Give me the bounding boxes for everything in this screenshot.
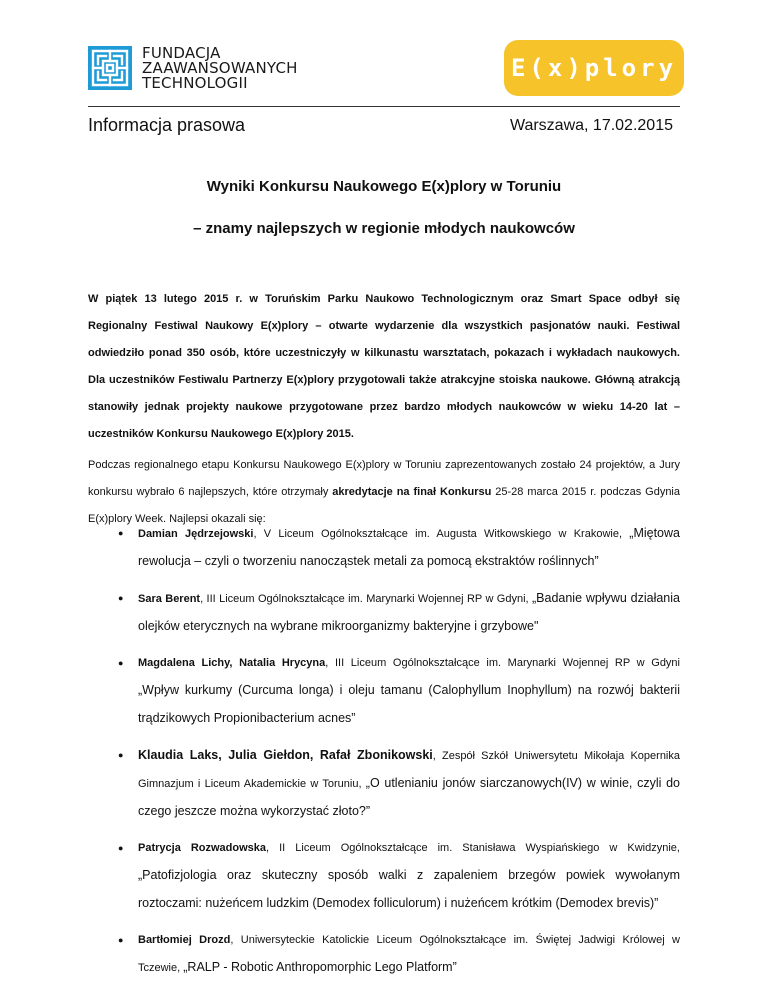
- subheadline: – znamy najlepszych w regionie młodych naukowców: [193, 220, 575, 237]
- body-text-part: 25-28 marca 2015 r. podczas Gdynia E(x)plory Week. Najlepsi okazali się:: [88, 486, 680, 525]
- lead-paragraph: [88, 286, 680, 448]
- winner-names: Magdalena Lichy, Natalia Hrycyna: [138, 657, 326, 669]
- bullet-icon: ●: [118, 935, 124, 945]
- body-text-part: Podczas regionalnego etapu Konkursu Naukowego E(x)plory w Toruniu zaprezentowanych zostało 24 projektów, a Jury konkursu wybrało 6 najlepszych, które otrzymały: [88, 459, 680, 498]
- dateline: Warszawa, 17.02.2015: [509, 117, 673, 134]
- foundation-name-line: ZAAWANSOWANYCH: [142, 59, 298, 77]
- foundation-name: [142, 46, 298, 91]
- winner-names: Patrycja Rozwadowska: [138, 842, 267, 854]
- winner-names: Bartłomiej Drozd: [138, 934, 231, 946]
- bullet-icon: ●: [118, 593, 124, 603]
- headline: Wyniki Konkursu Naukowego E(x)plory w Toruniu: [206, 178, 562, 195]
- list-item: [118, 520, 680, 576]
- winner-school: , V Liceum Ogólnokształcące im. Augusta Witkowskiego w Krakowie,: [253, 528, 630, 540]
- header-divider: [88, 106, 680, 107]
- winners-list: [118, 520, 680, 991]
- project-title: „RALP - Robotic Anthropomorphic Lego Platform”: [183, 960, 457, 974]
- foundation-name-line: FUNDACJA: [142, 44, 221, 62]
- list-item: [118, 835, 680, 918]
- list-item: [118, 585, 680, 641]
- lead-text: W piątek 13 lutego 2015 r. w Toruńskim Parku Naukowo Technologicznym oraz Smart Space odbył się Regionalny Festiwal Naukowy E(x)plory – otwarte wydarzenie dla wszystkich pasjonatów nauki. Festiwal odwiedziło ponad 350 osób, które uczestniczyły w kilkunastu warsztatach, pokazach i wykładach naukowych. Dla uczestników Festiwalu Partnerzy E(x)plory przygotowali także atrakcyjne stoiska naukowe. Główną atrakcją stanowiły jednak projekty naukowe przygotowane przez bardzo młodych naukowców w wieku 14-20 lat – uczestników Konkursu Naukowego E(x)plory 2015.: [88, 293, 680, 440]
- list-item: [118, 742, 680, 826]
- bullet-icon: ●: [118, 528, 124, 538]
- foundation-logo: [88, 46, 298, 91]
- list-item: [118, 927, 680, 982]
- winner-names: Damian Jędrzejowski: [138, 528, 254, 540]
- maze-logo-icon: [88, 46, 132, 90]
- explory-logo: E(x)plory: [504, 40, 684, 96]
- page-header: [88, 40, 680, 102]
- body-text-bold: akredytacje na finał Konkursu: [332, 486, 492, 498]
- winner-school: , Uniwersyteckie Katolickie Liceum Ogólnokształcące im. Świętej Jadwigi Królowej w Tczewie,: [138, 934, 680, 974]
- project-title: „Badanie wpływu działania olejków eterycznych na wybrane mikroorganizmy bakteryjne i grzybowe": [138, 591, 680, 633]
- winner-school: , II Liceum Ogólnokształcące im. Stanisława Wyspiańskiego w Kwidzynie,: [266, 842, 680, 854]
- project-title: „Miętowa rewolucja – czyli o tworzeniu nanocząstek metali za pomocą ekstraktów roślinnych”: [138, 526, 680, 568]
- winner-names: Klaudia Laks, Julia Giełdon, Rafał Zbonikowski: [138, 748, 433, 762]
- winner-school: , III Liceum Ogólnokształcące im. Marynarki Wojennej RP w Gdyni: [325, 657, 680, 669]
- winner-school: , Zespół Szkół Uniwersytetu Mikołaja Kopernika Gimnazjum i Liceum Akademickie w Toruniu,: [138, 750, 680, 790]
- project-title: „O utlenianiu jonów siarczanowych(IV) w winie, czyli do czego jeszcze można wykorzystać złoto?”: [138, 776, 680, 818]
- list-item: [118, 650, 680, 733]
- winner-names: Sara Berent: [138, 593, 201, 605]
- project-title: „Wpływ kurkumy (Curcuma longa) i oleju tamanu (Calophyllum Inophyllum) na rozwój bakterii trądzikowych Propionibacterium acnes”: [138, 683, 680, 725]
- project-title: „Patofizjologia oraz skuteczny sposób walki z zapaleniem brzegów powiek wywołanym roztoczami: nużeńcem ludzkim (Demodex folliculorum) i nużeńcem krótkim (Demodex brevis)”: [138, 868, 680, 910]
- winner-school: , III Liceum Ogólnokształcące im. Marynarki Wojennej RP w Gdyni,: [200, 593, 532, 605]
- document-kind: Informacja prasowa: [88, 115, 246, 135]
- bullet-icon: ●: [118, 658, 124, 668]
- foundation-name-line: TECHNOLOGII: [142, 74, 248, 92]
- bullet-icon: ●: [118, 843, 124, 853]
- bullet-icon: ●: [118, 750, 124, 760]
